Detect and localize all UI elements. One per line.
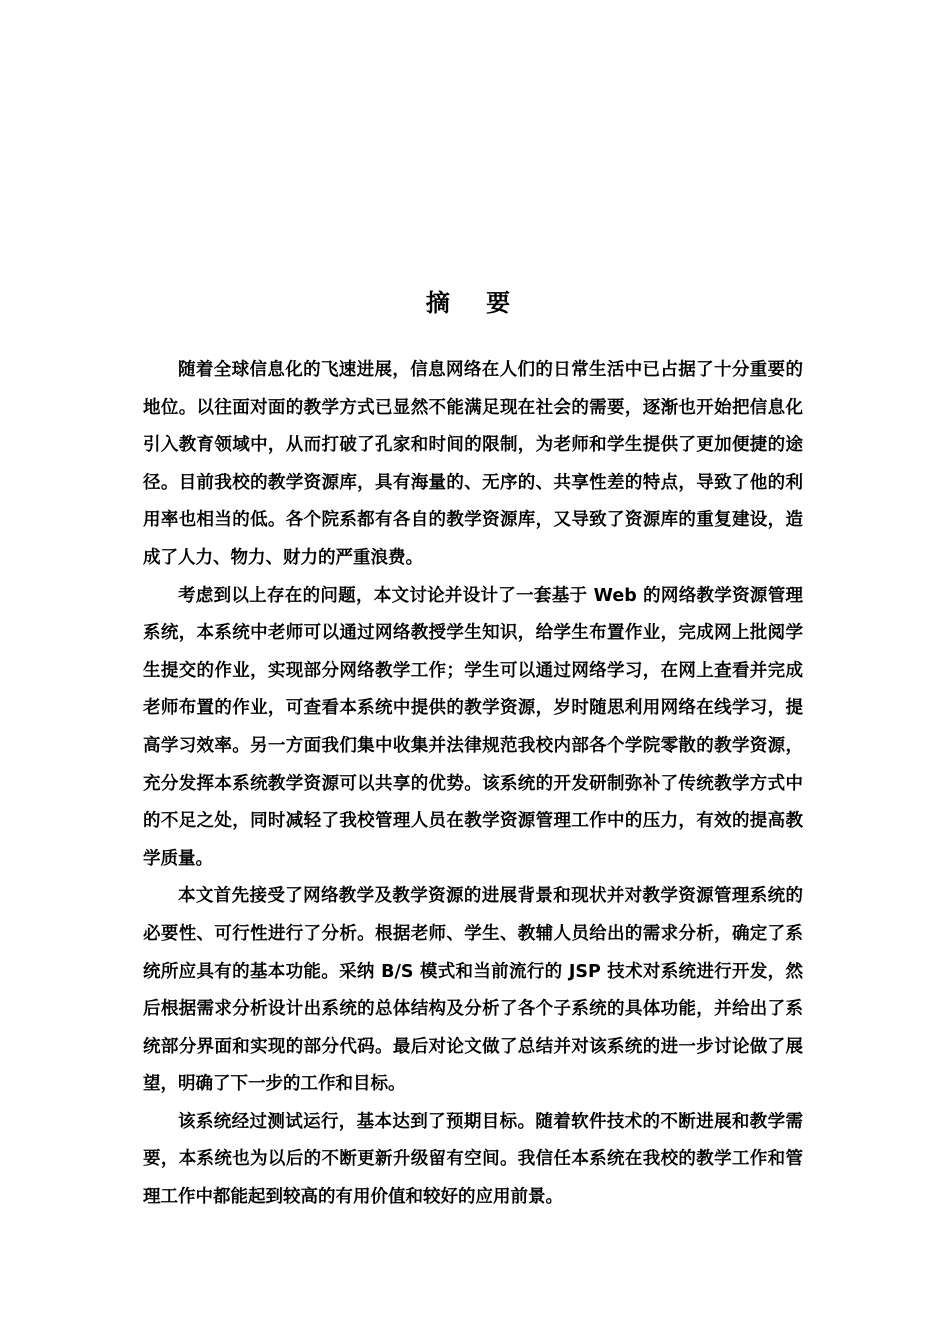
paragraph-2: 考虑到以上存在的问题，本文讨论并设计了一套基于 Web 的网络教学资源管理系统，本系统中老师可以通过网络教授学生知识，给学生布置作业，完成网上批阅学生提交的作业，实现部分网络教学工作；学生可以通过网络学习，在网上查看并完成老师布置的作业，可查看本系统中提供的教学资源，岁时随思利用网络在线学习，提高学习效率。另一方面我们集中收集并法律规范我校内部各个学院零散的教学资源，充分发挥本系统教学资源可以共享的优势。该系统的开发研制弥补了传统教学方式中的不足之处，同时减轻了我校管理人员在教学资源管理工作中的压力，有效的提高教学质量。	[143, 585, 803, 869]
paragraph-4: 该系统经过测试运行，基本达到了预期目标。随着软件技术的不断进展和教学需要，本系统也为以后的不断更新升级留有空间。我信任本系统在我校的教学工作和管理工作中都能起到较高的有用价值和较好的应用前景。	[143, 1111, 803, 1208]
page-title: 摘 要	[425, 289, 525, 317]
paragraph-1: 随着全球信息化的飞速进展，信息网络在人们的日常生活中已占据了十分重要的地位。以往面对面的教学方式已显然不能满足现在社会的需要，逐渐也开始把信息化引入教育领域中，从而打破了孔家和时间的限制，为老师和学生提供了更加便捷的途径。目前我校的教学资源库，具有海量的、无序的、共享性差的特点，导致了他的利用率也相当的低。各个院系都有各自的教学资源库，又导致了资源库的重复建设，造成了人力、物力、财力的严重浪费。	[143, 360, 803, 568]
abstract-body	[143, 352, 803, 1217]
paragraph-3: 本文首先接受了网络教学及教学资源的进展背景和现状并对教学资源管理系统的必要性、可行性进行了分析。根据老师、学生、教辅人员给出的需求分析，确定了系统所应具有的基本功能。采纳 B/S 模式和当前流行的 JSP 技术对系统进行开发，然后根据需求分析设计出系统的总体结构及分析了各个子系统的具体功能，并给出了系统部分界面和实现的部分代码。最后对论文做了总结并对该系统的进一步讨论做了展望，明确了下一步的工作和目标。	[143, 886, 803, 1095]
